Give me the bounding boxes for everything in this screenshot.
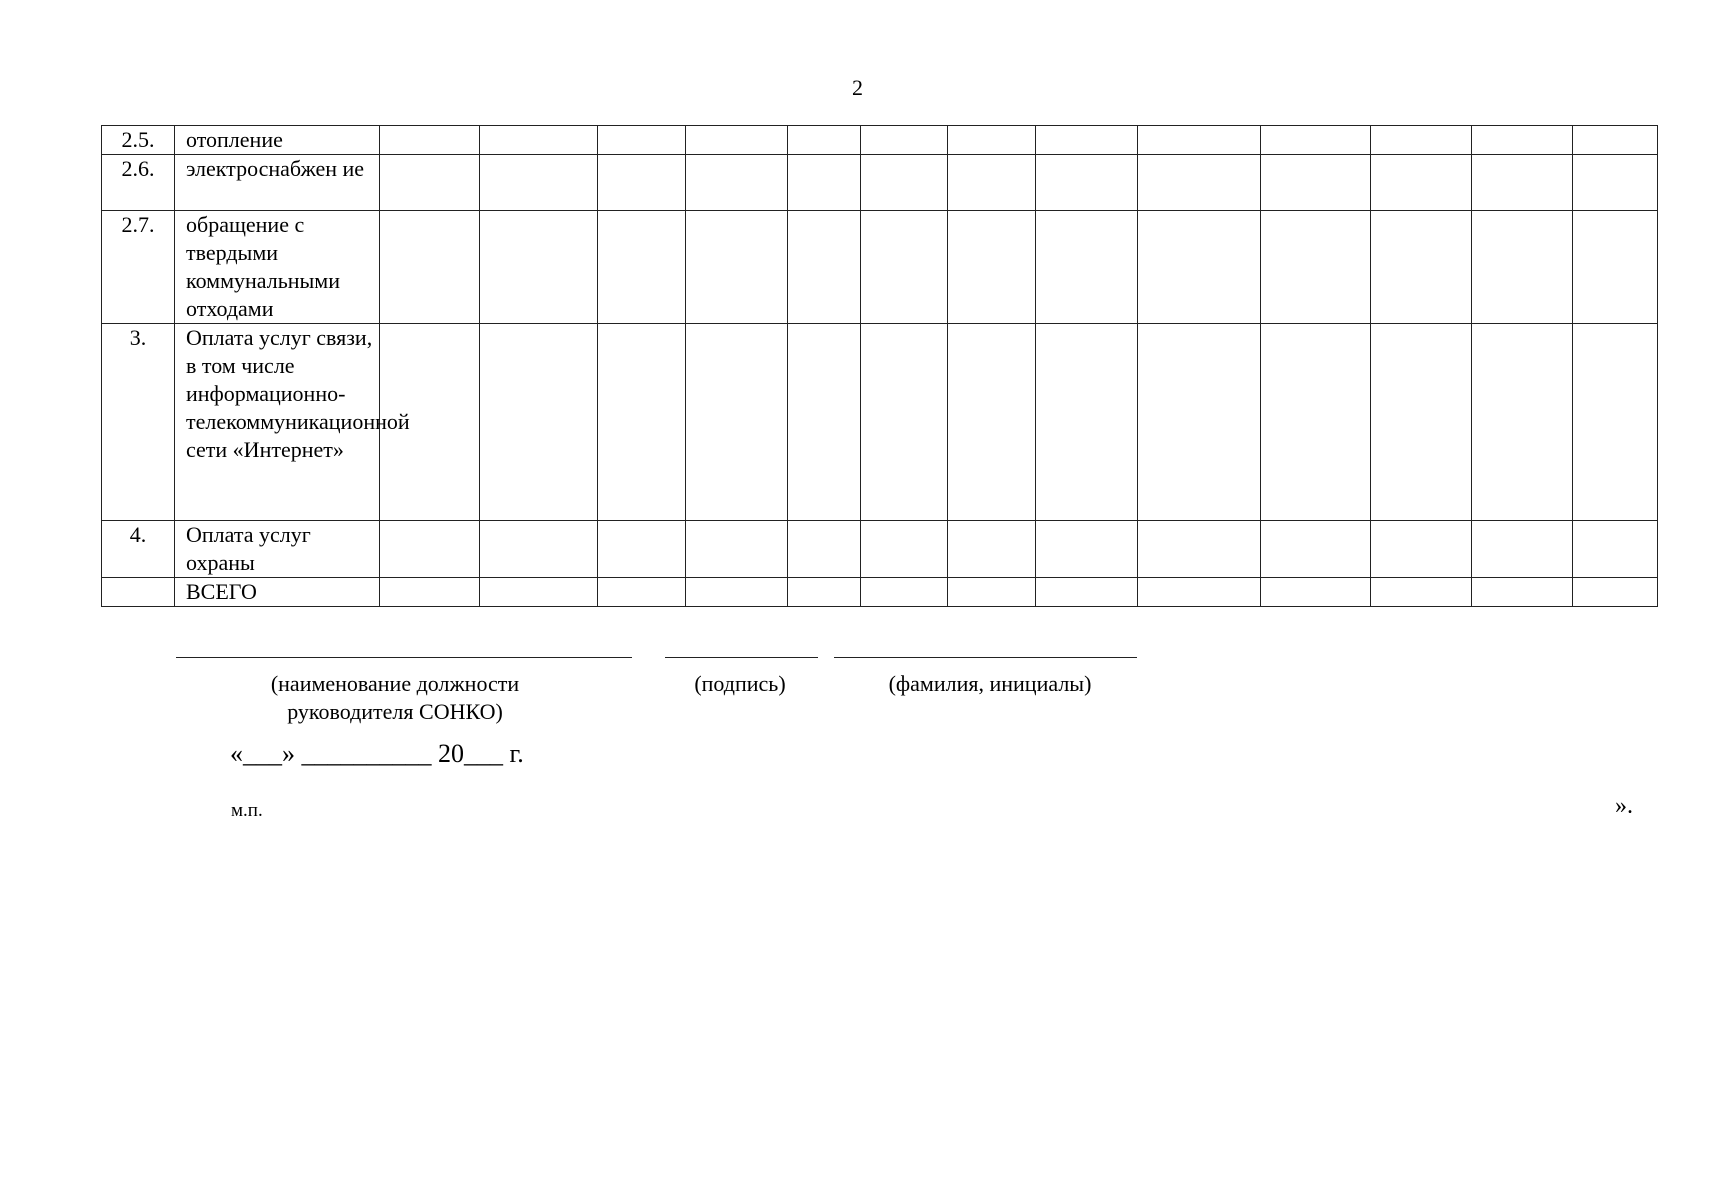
table-row-total [102,578,1658,607]
row-label: Оплата услуг охраны [175,521,380,578]
table-row [102,155,1658,211]
table-cell [480,211,598,324]
row-label: обращение с твердыми коммунальными отходами [175,211,380,324]
date-line: «___» __________ 20___ г. [230,739,524,768]
table-cell [686,155,788,211]
table-cell [1138,324,1261,521]
table-cell [686,578,788,607]
table-cell [948,211,1036,324]
table-cell [380,155,480,211]
table-cell [598,324,686,521]
table-cell [1371,126,1472,155]
table-cell [1036,521,1138,578]
table-cell [1573,211,1658,324]
position-caption: (наименование должности руководителя СОНКО) [270,671,520,724]
row-number: 2.7. [102,211,175,324]
table-cell [480,521,598,578]
table-cell [1371,211,1472,324]
seal-placeholder: м.п. [231,800,263,821]
table-cell [1036,126,1138,155]
table-cell [1472,211,1573,324]
row-label: электроснабжен ие [175,155,380,211]
table-cell [380,126,480,155]
row-number: 2.5. [102,126,175,155]
row-label: Оплата услуг связи, в том числе информационно-телекоммуникационной сети «Интернет» [175,324,380,521]
table-cell [1472,155,1573,211]
table-cell [686,211,788,324]
table-cell [598,126,686,155]
table-cell [1371,521,1472,578]
table-cell [380,521,480,578]
table-cell [1261,521,1371,578]
table-cell [1371,324,1472,521]
table-cell [1261,211,1371,324]
table-cell [480,324,598,521]
table-cell [861,155,948,211]
table-cell [1573,578,1658,607]
table-cell [1138,578,1261,607]
closing-quote-mark: ». [1615,793,1633,819]
table-cell [686,324,788,521]
table-cell [788,155,861,211]
row-number: 2.6. [102,155,175,211]
table-cell [1472,578,1573,607]
table-cell [598,578,686,607]
table-cell [948,324,1036,521]
signature-caption: (подпись) [694,671,786,696]
table-row [102,211,1658,324]
table-cell [1261,155,1371,211]
table-cell [948,155,1036,211]
table-cell [788,211,861,324]
table-cell [686,126,788,155]
position-signature-line [176,657,632,658]
table-cell [861,578,948,607]
table-cell [1036,211,1138,324]
table-cell [1138,126,1261,155]
table-cell [788,126,861,155]
table-row [102,521,1658,578]
table-cell [598,211,686,324]
table-cell [380,211,480,324]
table-cell [861,521,948,578]
table-cell [1138,155,1261,211]
table-cell [686,521,788,578]
row-number: 4. [102,521,175,578]
table-cell [1472,126,1573,155]
table-cell [1036,578,1138,607]
table-cell [1472,324,1573,521]
table-cell [861,324,948,521]
table-cell [1138,521,1261,578]
table-row [102,126,1658,155]
table-cell [788,521,861,578]
table-cell [861,126,948,155]
table-cell [1036,324,1138,521]
table-cell [788,324,861,521]
name-signature-line [834,657,1137,658]
table-cell [948,126,1036,155]
row-label: отопление [175,126,380,155]
table-cell [948,578,1036,607]
row-label: ВСЕГО [175,578,380,607]
table-cell [788,578,861,607]
row-number: 3. [102,324,175,521]
table-cell [1573,155,1658,211]
table-cell [948,521,1036,578]
signature-line [665,657,818,658]
table-cell [598,155,686,211]
table-cell [1573,126,1658,155]
table-cell [1371,155,1472,211]
table-cell [1573,521,1658,578]
table-cell [1138,211,1261,324]
name-caption: (фамилия, инициалы) [888,671,1092,696]
table-row [102,324,1658,521]
table-cell [1371,578,1472,607]
table-cell [1573,324,1658,521]
table-cell [480,126,598,155]
table-cell [1036,155,1138,211]
table-body [102,126,1658,607]
row-number [102,578,175,607]
table-cell [1261,126,1371,155]
table-cell [1472,521,1573,578]
table-cell [480,155,598,211]
table-cell [598,521,686,578]
expense-table [101,125,1658,607]
table-cell [861,211,948,324]
table-cell [480,578,598,607]
page-number: 2 [852,75,863,100]
table-cell [380,578,480,607]
table-cell [1261,578,1371,607]
table-cell [1261,324,1371,521]
